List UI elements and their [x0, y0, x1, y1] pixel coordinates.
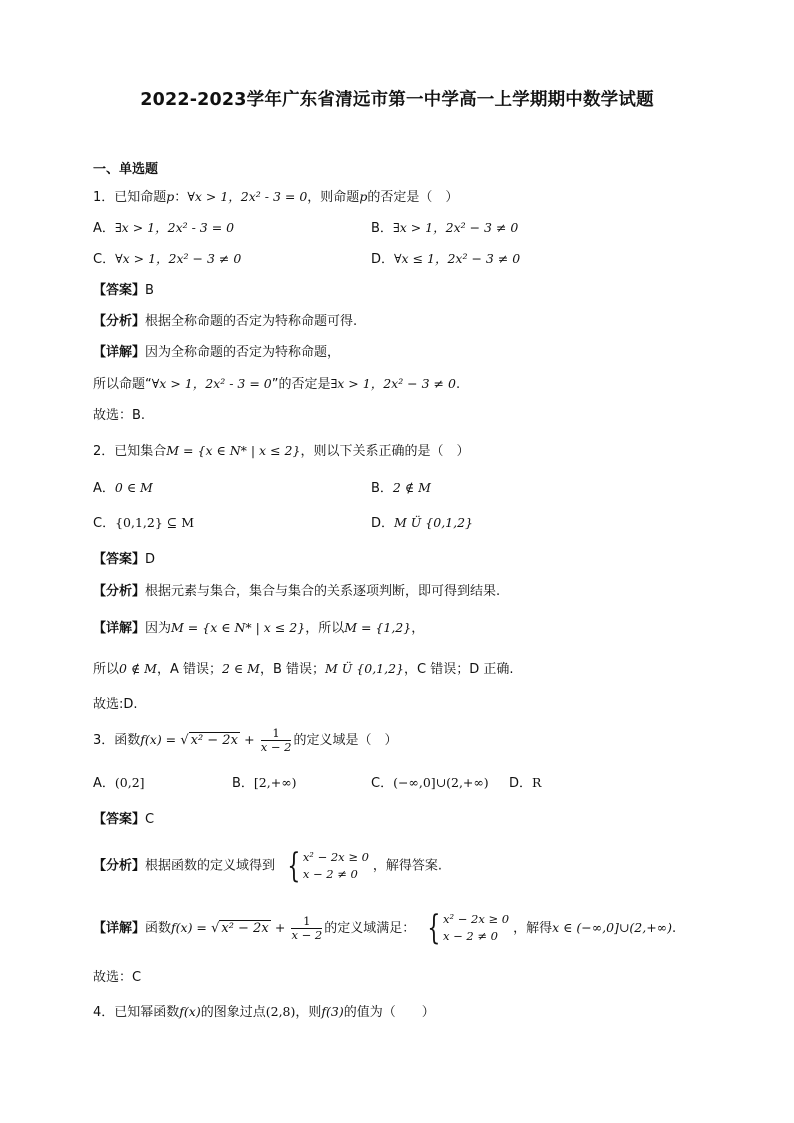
q3-option-d: D．R: [509, 775, 542, 791]
q3-answer: 【答案】C: [93, 812, 155, 827]
q1-answer: 【答案】B: [93, 283, 154, 298]
q2-option-b: B．2 ∉ M: [371, 480, 431, 496]
q1-option-b: B．∃x > 1，2x² − 3 ≠ 0: [371, 220, 519, 236]
q2-analysis: 【分析】根据元素与集合，集合与集合的关系逐项判断，即可得到结果.: [93, 584, 501, 599]
q1-detail: 【详解】因为全称命题的否定为特称命题，: [93, 345, 341, 360]
q3-option-c: C．(−∞,0]∪(2,+∞): [371, 775, 489, 791]
q1-stem: 1．已知命题p：∀x > 1，2x² - 3 = 0，则命题p的否定是（ ）: [93, 189, 459, 205]
q2-detail: 【详解】因为M = {x ∈ N* | x ≤ 2}，所以M = {1,2}，: [93, 620, 425, 636]
q2-choose: 故选:D.: [93, 697, 138, 712]
q2-option-d: D．M Ü {0,1,2}: [371, 515, 474, 531]
q3-option-a: A．(0,2]: [93, 775, 145, 791]
q2-answer: 【答案】D: [93, 552, 156, 567]
equation-system-detail: { x² − 2x ≥ 0 x − 2 ≠ 0: [427, 908, 510, 948]
q1-analysis: 【分析】根据全称命题的否定为特称命题可得.: [93, 314, 358, 329]
q3-stem: 3．函数f(x) = √ x² − 2x + $\frac{1}{x - 2}$ 的定义域是（ ）: [93, 726, 398, 754]
q1-option-c: C．∀x > 1，2x² − 3 ≠ 0: [93, 251, 242, 267]
section-heading: 一、单选题: [93, 162, 159, 177]
q2-option-a: A．0 ∈ M: [93, 480, 153, 496]
q4-stem: 4．已知幂函数f(x)的图象过点(2,8)，则f(3)的值为（ ）: [93, 1004, 435, 1020]
page-title: 2022-2023学年广东省清远市第一中学高一上学期期中数学试题: [140, 90, 654, 110]
q3-choose: 故选：C: [93, 970, 142, 985]
q1-option-a: A．∃x > 1，2x² - 3 = 0: [93, 220, 235, 236]
q3-option-b: B．[2,+∞): [232, 775, 297, 791]
q3-detail: 【详解】函数f(x) = √ x² − 2x + $\frac{1}{x - 2}$ 的定义域满足： { x² − 2x ≥ 0 x − 2 ≠ 0 ，解得x ∈ (−∞,0]∪(2,+∞).: [93, 908, 677, 948]
q3-analysis: 【分析】根据函数的定义域得到 { x² − 2x ≥ 0 x − 2 ≠ 0 ，解得答案.: [93, 845, 443, 886]
q2-option-c: C．{0,1,2} ⊆ M: [93, 515, 195, 531]
fraction-detail: $\frac{1}{x - 2}$: [291, 914, 323, 942]
sqrt-expression: √ x² − 2x: [180, 733, 238, 748]
equation-system: { x² − 2x ≥ 0 x − 2 ≠ 0: [287, 845, 369, 886]
q1-detail-2: 所以命题“∀x > 1，2x² - 3 = 0”的否定是∃x > 1，2x² − 3 ≠ 0.: [93, 376, 461, 392]
fraction: $\frac{1}{x - 2}$: [260, 726, 292, 754]
q1-choose: 故选：B.: [93, 408, 146, 423]
q1-option-d: D．∀x ≤ 1，2x² − 3 ≠ 0: [371, 251, 521, 267]
q2-stem: 2．已知集合M = {x ∈ N* | x ≤ 2}，则以下关系正确的是（ ）: [93, 443, 470, 459]
sqrt-expression-detail: √ x² − 2x: [211, 921, 269, 936]
q2-detail-2: 所以0 ∉ M，A 错误；2 ∈ M，B 错误；M Ü {0,1,2}，C 错误；D 正确.: [93, 661, 514, 677]
